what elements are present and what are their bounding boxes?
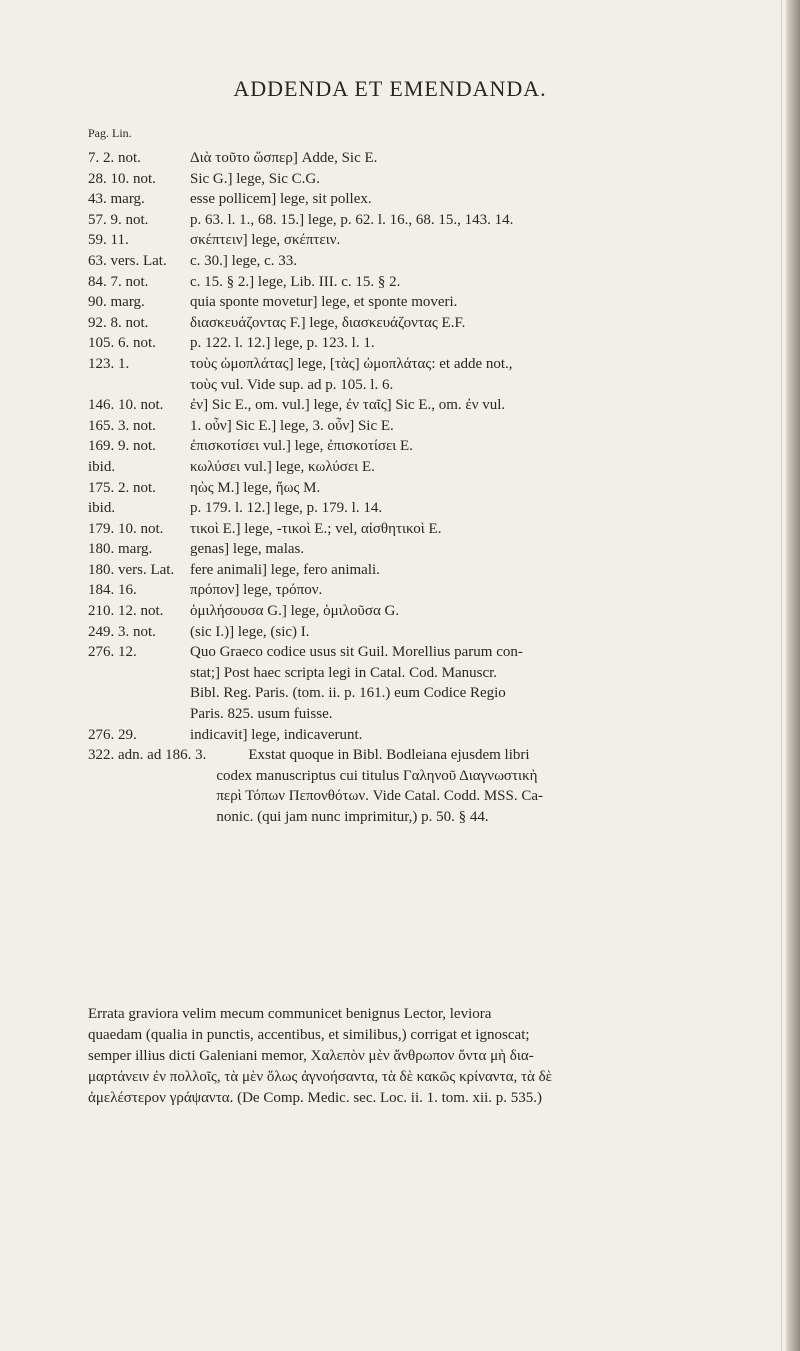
entry-text bbox=[190, 457, 778, 478]
addenda-entry bbox=[88, 210, 778, 231]
entry-line: Διὰ τοῦτο ὥσπερ] Adde, Sic E. bbox=[190, 150, 378, 166]
entry-text bbox=[190, 622, 778, 643]
entry-line: nonic. (qui jam nunc imprimitur,) p. 50. § 44. bbox=[216, 809, 489, 825]
addenda-entry bbox=[88, 272, 778, 293]
entry-text bbox=[190, 725, 778, 746]
entry-text bbox=[190, 436, 778, 457]
entry-line: c. 30.] lege, c. 33. bbox=[190, 252, 298, 269]
entry-reference: 57. 9. not. bbox=[88, 211, 149, 228]
page-title: ADDENDA ET EMENDANDA. bbox=[233, 76, 547, 101]
entry-reference: 90. marg. bbox=[88, 294, 145, 311]
addenda-entry bbox=[88, 333, 778, 354]
errata-line: μαρτάνειν ἐν πολλοῖς, τὰ μὲν ὅλως ἀγνοήσαντα, τὰ δὲ κακῶς κρίναντα, τὰ δὲ bbox=[88, 1069, 552, 1085]
entry-reference: 43. marg. bbox=[88, 191, 145, 208]
errata-paragraph bbox=[88, 1004, 778, 1109]
entry-line: p. 122. l. 12.] lege, p. 123. l. 1. bbox=[190, 335, 375, 352]
entry-line: διασκευάζοντας F.] lege, διασκευάζοντας E.F. bbox=[190, 314, 466, 331]
addenda-list bbox=[88, 148, 778, 828]
entry-line: (sic I.)] lege, (sic) I. bbox=[190, 623, 310, 640]
entry-text bbox=[190, 313, 778, 334]
entry-line: τοὺς ὠμοπλάτας] lege, [τὰς] ὠμοπλάτας: et adde not., bbox=[190, 355, 513, 372]
entry-text bbox=[190, 354, 778, 395]
entry-reference: ibid. bbox=[88, 458, 116, 475]
entry-reference: 276. 29. bbox=[88, 726, 137, 743]
entry-line: indicavit] lege, indicaverunt. bbox=[190, 726, 363, 743]
entry-line: ἐν] Sic E., om. vul.] lege, ἐν ταῖς] Sic E., om. ἐν vul. bbox=[190, 397, 506, 414]
entry-line: p. 179. l. 12.] lege, p. 179. l. 14. bbox=[190, 500, 383, 517]
entry-line: Exstat quoque in Bibl. Bodleiana ejusdem libri bbox=[248, 747, 530, 764]
entry-text bbox=[190, 498, 778, 519]
entry-text bbox=[190, 478, 778, 499]
entry-reference: 63. vers. Lat. bbox=[88, 252, 167, 269]
entry-text bbox=[190, 230, 778, 251]
entry-reference: 105. 6. not. bbox=[88, 335, 156, 352]
entry-line: περὶ Τόπων Πεπονθότων. Vide Catal. Codd. MSS. Ca- bbox=[216, 788, 544, 805]
entry-reference: ibid. bbox=[88, 500, 116, 517]
entry-text bbox=[190, 333, 778, 354]
addenda-entry bbox=[88, 539, 778, 560]
entry-line: c. 15. § 2.] lege, Lib. III. c. 15. § 2. bbox=[190, 273, 401, 290]
entry-line: ηὼς M.] lege, ἤως M. bbox=[190, 479, 321, 496]
entry-line: κωλύσει vul.] lege, κωλύσει E. bbox=[190, 458, 375, 475]
entry-reference: 180. marg. bbox=[88, 541, 153, 558]
entry-line: codex manuscriptus cui titulus Γαληνοῦ Διαγνωστικὴ bbox=[216, 767, 538, 784]
addenda-entry bbox=[88, 313, 778, 334]
entry-text bbox=[190, 272, 778, 293]
addenda-entry bbox=[88, 251, 778, 272]
entry-text bbox=[190, 189, 778, 210]
entry-reference: 184. 16. bbox=[88, 582, 137, 599]
entry-line: esse pollicem] lege, sit pollex. bbox=[190, 191, 372, 208]
entry-reference: 249. 3. not. bbox=[88, 623, 156, 640]
entry-line: ὁμιλήσουσα G.] lege, ὁμιλοῦσα G. bbox=[190, 603, 400, 620]
entry-line: Paris. 825. usum fuisse. bbox=[190, 706, 333, 723]
entry-text bbox=[190, 560, 778, 581]
entry-line: ἐπισκοτίσει vul.] lege, ἐπισκοτίσει E. bbox=[190, 438, 413, 455]
errata-line: semper illius dicti Galeniani memor, Χαλεπὸν μὲν ἄνθρωπον ὄντα μὴ δια- bbox=[88, 1048, 534, 1064]
addenda-entry bbox=[88, 560, 778, 581]
entry-reference: 276. 12. bbox=[88, 644, 137, 661]
addenda-entry bbox=[88, 642, 778, 724]
addenda-entry bbox=[88, 580, 778, 601]
errata-line: ἀμελέστερον γράψαντα. (De Comp. Medic. sec. Loc. ii. 1. tom. xii. p. 535.) bbox=[88, 1090, 543, 1106]
entry-text bbox=[190, 519, 778, 540]
entry-reference: 84. 7. not. bbox=[88, 273, 149, 290]
entry-text bbox=[190, 251, 778, 272]
entry-reference: 92. 8. not. bbox=[88, 314, 149, 331]
entry-reference: 146. 10. not. bbox=[88, 397, 164, 414]
entry-line: Quo Graeco codice usus sit Guil. Morellius parum con- bbox=[190, 644, 523, 661]
addenda-entry bbox=[88, 354, 778, 395]
addenda-entry bbox=[88, 601, 778, 622]
page-edge-shadow bbox=[786, 0, 800, 1351]
entry-reference: 169. 9. not. bbox=[88, 438, 156, 455]
entry-line: Bibl. Reg. Paris. (tom. ii. p. 161.) eum Codice Regio bbox=[190, 685, 506, 702]
addenda-entry bbox=[88, 622, 778, 643]
entry-text bbox=[190, 169, 778, 190]
addenda-entry bbox=[88, 436, 778, 457]
entry-reference: 59. 11. bbox=[88, 232, 129, 249]
errata-line: quaedam (qualia in punctis, accentibus, et similibus,) corrigat et ignoscat; bbox=[88, 1027, 530, 1043]
addenda-entry bbox=[88, 395, 778, 416]
entry-reference: 322. adn. ad 186. 3. bbox=[88, 747, 207, 764]
entry-line: fere animali] lege, fero animali. bbox=[190, 561, 380, 578]
errata-line: Errata graviora velim mecum communicet benignus Lector, leviora bbox=[88, 1006, 492, 1022]
entry-reference: 180. vers. Lat. bbox=[88, 561, 175, 578]
column-header: Pag. Lin. bbox=[88, 126, 132, 140]
entry-text bbox=[190, 601, 778, 622]
entry-line: πρόπον] lege, τρόπον. bbox=[190, 582, 323, 599]
entry-reference: 165. 3. not. bbox=[88, 417, 156, 434]
addenda-entry bbox=[88, 725, 778, 746]
entry-line: quia sponte movetur] lege, et sponte moveri. bbox=[190, 294, 458, 311]
addenda-entry bbox=[88, 189, 778, 210]
entry-text bbox=[190, 395, 778, 416]
entry-line: stat;] Post haec scripta legi in Catal. Cod. Manuscr. bbox=[190, 664, 498, 681]
entry-text bbox=[190, 580, 778, 601]
entry-line: genas] lege, malas. bbox=[190, 541, 305, 558]
entry-text bbox=[216, 745, 778, 827]
addenda-entry bbox=[88, 498, 778, 519]
entry-line: σκέπτειν] lege, σκέπτειν. bbox=[190, 232, 341, 249]
entry-line: τικοὶ E.] lege, -τικοὶ E.; vel, αἰσθητικοὶ E. bbox=[190, 520, 442, 537]
entry-reference: 28. 10. not. bbox=[88, 170, 156, 187]
entry-reference: 175. 2. not. bbox=[88, 479, 156, 496]
entry-text bbox=[190, 642, 778, 724]
entry-text bbox=[190, 210, 778, 231]
entry-line: Sic G.] lege, Sic C.G. bbox=[190, 170, 320, 187]
entry-text bbox=[190, 416, 778, 437]
entry-text bbox=[190, 148, 778, 169]
addenda-entry bbox=[88, 148, 778, 169]
entry-reference: 7. 2. not. bbox=[88, 150, 141, 166]
addenda-entry-wide bbox=[88, 745, 778, 827]
entry-reference: 179. 10. not. bbox=[88, 520, 164, 537]
addenda-entry bbox=[88, 292, 778, 313]
entry-reference: 210. 12. not. bbox=[88, 603, 164, 620]
addenda-entry bbox=[88, 478, 778, 499]
addenda-entry bbox=[88, 457, 778, 478]
entry-reference: 123. 1. bbox=[88, 355, 130, 372]
entry-text bbox=[190, 539, 778, 560]
addenda-entry bbox=[88, 519, 778, 540]
entry-text bbox=[190, 292, 778, 313]
addenda-entry bbox=[88, 230, 778, 251]
addenda-entry bbox=[88, 416, 778, 437]
entry-line: τοὺς vul. Vide sup. ad p. 105. l. 6. bbox=[190, 376, 394, 393]
page-edge-line bbox=[781, 0, 782, 1351]
addenda-entry bbox=[88, 169, 778, 190]
entry-line: p. 63. l. 1., 68. 15.] lege, p. 62. l. 16., 68. 15., 143. 14. bbox=[190, 211, 514, 228]
entry-line: 1. οὖν] Sic E.] lege, 3. οὖν] Sic E. bbox=[190, 417, 394, 434]
